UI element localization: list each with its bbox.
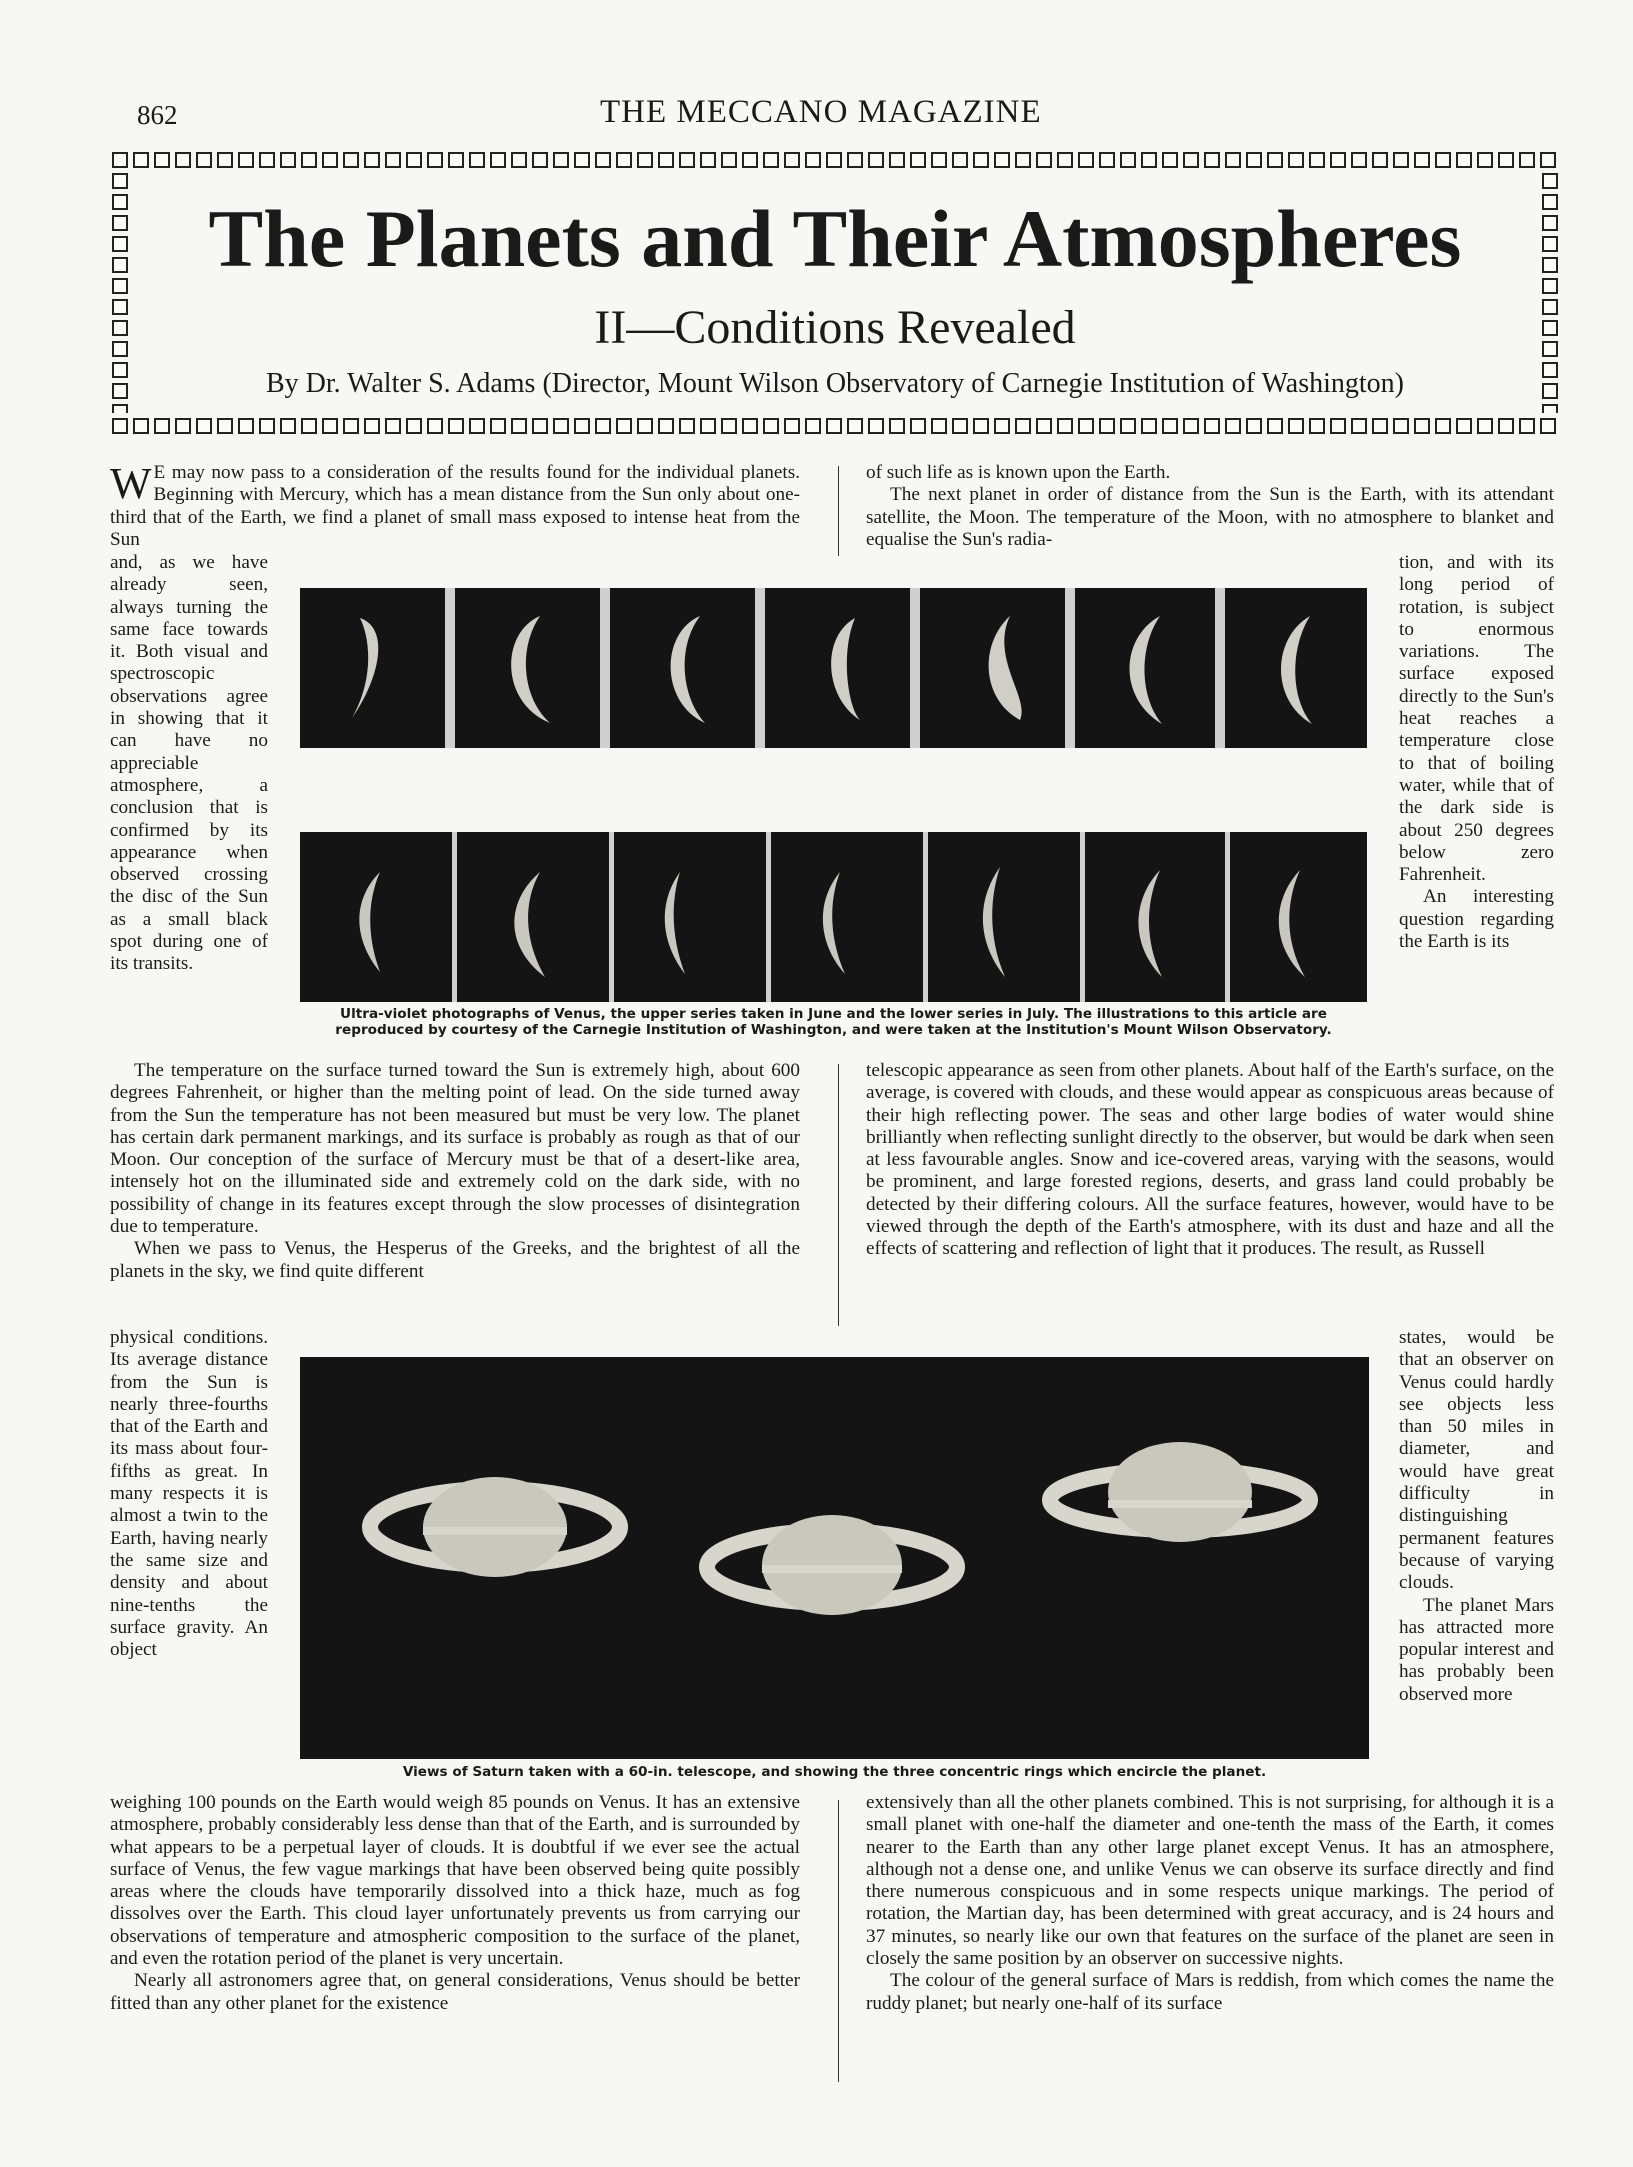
border-square <box>490 418 506 434</box>
border-square <box>280 152 296 168</box>
border-square <box>805 152 821 168</box>
border-square <box>763 152 779 168</box>
border-square <box>700 418 716 434</box>
border-square <box>952 418 968 434</box>
border-square <box>1542 404 1558 413</box>
paragraph: physical conditions. Its average distance from the Sun is nearly three-fourths that of the Earth and its mass about four-fifths as great. In many respects it is almost a twin to the Earth, having nearly the same size and density and about nine-tenths the surface gravity. An object <box>110 1327 268 1661</box>
border-square <box>784 152 800 168</box>
col1-mercury-body <box>110 1060 800 1283</box>
border-square <box>154 418 170 434</box>
border-square <box>238 152 254 168</box>
border-square <box>343 418 359 434</box>
border-square <box>1372 418 1388 434</box>
border-square <box>931 152 947 168</box>
border-square <box>658 152 674 168</box>
border-square <box>1288 418 1304 434</box>
column-rule <box>838 1800 839 2082</box>
paragraph: An interesting question regarding the Earth is its <box>1399 886 1554 953</box>
border-square <box>973 418 989 434</box>
col1-narrow-mercury <box>110 552 268 976</box>
border-square <box>427 418 443 434</box>
border-square <box>1015 418 1031 434</box>
border-square <box>259 418 275 434</box>
paragraph: The planet Mars has attracted more popular interest and has probably been observed more <box>1399 1594 1554 1705</box>
paragraph: The temperature on the surface turned toward the Sun is extremely high, about 600 degrees Fahrenheit, or higher than the melting point of lead. On the side turned away from the Sun the temperature has not been measured but must be very low. The planet has certain dark permanent markings, and its surface is probably as rough as that of our Moon. Our conception of the surface of Mercury must be that of a desert-like area, intensely hot on the illuminated side and extremely cold on the dark side, with no possibility of change in its features except through the slow processes of disintegration due to temperature. <box>110 1060 800 1238</box>
border-square <box>1015 152 1031 168</box>
border-square <box>1183 418 1199 434</box>
col2-top <box>866 462 1554 551</box>
border-square <box>994 418 1010 434</box>
border-square <box>1036 418 1052 434</box>
border-square <box>1477 152 1493 168</box>
border-square <box>889 152 905 168</box>
border-square <box>553 418 569 434</box>
border-square <box>1141 418 1157 434</box>
border-square <box>448 152 464 168</box>
col1-bottom <box>110 1792 800 2015</box>
paragraph: telescopic appearance as seen from other planets. About half of the Earth's surface, on the average, is covered with clouds, and these would appear as conspicuous areas because of their high reflecting power. The seas and other large bodies of water would shine brilliantly when reflecting sunlight directly to the observer, but would be dark when seen at less favourable angles. Snow and ice-covered areas, varying with the seasons, would be prominent, and large forested regions, deserts, and grass land could probably be detected by their differing colours. All the surface features, however, would have to be viewed through the depth of the Earth's atmosphere, with its dust and haze and all the effects of scattering and reflection of light that it produces. The result, as Russell <box>866 1060 1554 1260</box>
col2-bottom <box>866 1792 1554 2015</box>
paragraph: The next planet in order of distance from the Sun is the Earth, with its attendant satellite, the Moon. The temperature of the Moon, with no atmosphere to blanket and equalise the Sun's radia- <box>866 484 1554 550</box>
border-square <box>301 152 317 168</box>
title-border-bottom <box>112 418 1558 434</box>
border-square <box>364 152 380 168</box>
border-square <box>1435 418 1451 434</box>
border-square <box>889 418 905 434</box>
border-square <box>910 152 926 168</box>
border-square <box>1057 152 1073 168</box>
border-square <box>1288 152 1304 168</box>
border-square <box>1351 418 1367 434</box>
border-square <box>1078 418 1094 434</box>
saturn-views <box>300 1357 1369 1759</box>
border-square <box>616 418 632 434</box>
border-square <box>511 152 527 168</box>
border-square <box>1542 173 1558 189</box>
venus-june-frames <box>300 588 1367 748</box>
border-square <box>973 152 989 168</box>
article-byline: By Dr. Walter S. Adams (Director, Mount Wilson Observatory of Carnegie Institution of Washington) <box>266 368 1404 399</box>
article-subtitle: II—Conditions Revealed <box>594 301 1076 354</box>
col1-narrow-venus <box>110 1327 268 1661</box>
column-rule <box>838 466 839 556</box>
border-square <box>574 152 590 168</box>
border-square <box>1456 418 1472 434</box>
border-square <box>1540 152 1556 168</box>
border-square <box>1519 418 1535 434</box>
border-square <box>1372 152 1388 168</box>
title-box <box>112 152 1558 436</box>
border-square <box>742 152 758 168</box>
column-rule <box>838 1064 839 1326</box>
border-square <box>1309 152 1325 168</box>
paragraph: extensively than all the other planets combined. This is not surprising, for although it is a small planet with one-half the diameter and one-tenth the mass of the Earth, it comes nearer to the Earth than any other large planet except Venus. It has an atmosphere, although not a dense one, and unlike Venus we can observe its surface directly and find there numerous conspicuous and in some respects unique markings. The period of rotation, the Martian day, has been determined with great accuracy, and is 24 hours and 37 minutes, so nearly like our own that features on the surface of the planet are seen in closely the same position by an observer on successive nights. <box>866 1792 1554 1970</box>
col2-narrow-moon <box>1399 552 1554 953</box>
border-square <box>133 418 149 434</box>
border-square <box>1309 418 1325 434</box>
border-square <box>847 418 863 434</box>
border-square <box>679 418 695 434</box>
border-square <box>1204 152 1220 168</box>
border-square <box>658 418 674 434</box>
page-number: 862 <box>137 100 178 130</box>
paragraph: The colour of the general surface of Mars is reddish, from which comes the name the ruddy planet; but nearly one-half of its surface <box>866 1970 1554 2014</box>
border-square <box>511 418 527 434</box>
border-square <box>406 418 422 434</box>
col1-intro-text: E may now pass to a consideration of the results found for the individual planets. Beginning with Mercury, which has a mean distance from the Sun only about one-third that of the Earth, we find a planet of small mass exposed to intense heat from the Sun <box>110 462 800 550</box>
border-square <box>1267 152 1283 168</box>
border-square <box>1057 418 1073 434</box>
border-square <box>196 418 212 434</box>
border-square <box>637 418 653 434</box>
paragraph: states, would be that an observer on Venus could hardly see objects less than 50 miles in diameter, and would have great difficulty in distinguishing permanent features because of varying clouds. <box>1399 1327 1554 1594</box>
border-square <box>1099 418 1115 434</box>
border-square <box>280 418 296 434</box>
border-square <box>385 418 401 434</box>
paragraph: tion, and with its long period of rotation, is subject to enormous variations. The surface exposed directly to the Sun's heat reaches a temperature close to that of boiling water, while that of the dark side is about 250 degrees below zero Fahrenheit. <box>1399 552 1554 886</box>
border-square <box>112 404 128 413</box>
border-square <box>1120 152 1136 168</box>
border-square <box>490 152 506 168</box>
border-square <box>826 418 842 434</box>
border-square <box>322 418 338 434</box>
drop-cap: W <box>110 459 152 508</box>
border-square <box>238 418 254 434</box>
border-square <box>1036 152 1052 168</box>
border-square <box>217 152 233 168</box>
border-square <box>133 152 149 168</box>
border-square <box>1162 152 1178 168</box>
paragraph: When we pass to Venus, the Hesperus of the Greeks, and the brightest of all the planets in the sky, we find quite different <box>110 1238 800 1282</box>
border-square <box>1414 152 1430 168</box>
border-square <box>1078 152 1094 168</box>
col1-intro <box>110 459 800 551</box>
border-square <box>448 418 464 434</box>
border-square <box>637 152 653 168</box>
border-square <box>847 152 863 168</box>
border-square <box>1414 418 1430 434</box>
border-square <box>868 418 884 434</box>
border-square <box>868 152 884 168</box>
border-square <box>175 418 191 434</box>
border-square <box>532 152 548 168</box>
border-square <box>1330 152 1346 168</box>
border-square <box>1183 152 1199 168</box>
venus-july-photo-strip <box>300 832 1367 1002</box>
running-title: THE MECCANO MAGAZINE <box>600 94 1042 130</box>
border-square <box>721 152 737 168</box>
border-square <box>364 418 380 434</box>
col2-earth-body <box>866 1060 1554 1261</box>
border-square <box>1330 418 1346 434</box>
article-title: The Planets and Their Atmospheres <box>208 193 1462 284</box>
saturn-caption: Views of Saturn taken with a 60-in. telescope, and showing the three concentric rings which encircle the planet. <box>402 1764 1267 1780</box>
col2-narrow-earth <box>1399 1327 1554 1706</box>
border-square <box>595 418 611 434</box>
border-square <box>1204 418 1220 434</box>
border-square <box>1519 152 1535 168</box>
border-square <box>385 152 401 168</box>
border-square <box>1225 418 1241 434</box>
border-square <box>322 152 338 168</box>
border-square <box>427 152 443 168</box>
border-square <box>154 152 170 168</box>
border-square <box>196 152 212 168</box>
border-square <box>1351 152 1367 168</box>
border-square <box>763 418 779 434</box>
border-square <box>742 418 758 434</box>
paragraph: and, as we have already seen, always turning the same face towards it. Both visual and spectroscopic observations agree in showing that it can have no appreciable atmosphere, a conclusion that is confirmed by its appearance when observed crossing the disc of the Sun as a small black spot during one of its transits. <box>110 552 268 975</box>
border-square <box>1477 418 1493 434</box>
border-square <box>175 152 191 168</box>
border-square <box>259 152 275 168</box>
venus-july-frames <box>300 832 1367 1002</box>
title-border-top <box>112 152 1558 168</box>
border-square <box>1099 152 1115 168</box>
border-square <box>1540 418 1556 434</box>
paragraph: Nearly all astronomers agree that, on general considerations, Venus should be better fitted than any other planet for the existence <box>110 1970 800 2014</box>
border-square <box>1498 152 1514 168</box>
border-square <box>1141 152 1157 168</box>
border-square <box>1246 418 1262 434</box>
border-square <box>1498 418 1514 434</box>
border-square <box>217 418 233 434</box>
border-square <box>112 152 128 168</box>
border-square <box>301 418 317 434</box>
border-square <box>1435 152 1451 168</box>
border-square <box>574 418 590 434</box>
border-square <box>1120 418 1136 434</box>
border-square <box>784 418 800 434</box>
border-square <box>406 152 422 168</box>
border-square <box>595 152 611 168</box>
border-square <box>469 418 485 434</box>
border-square <box>910 418 926 434</box>
venus-june-photo-strip <box>300 588 1367 748</box>
border-square <box>616 152 632 168</box>
border-square <box>1246 152 1262 168</box>
border-square <box>1225 152 1241 168</box>
border-square <box>679 152 695 168</box>
border-square <box>112 173 128 189</box>
border-square <box>1456 152 1472 168</box>
border-square <box>931 418 947 434</box>
border-square <box>700 152 716 168</box>
border-square <box>343 152 359 168</box>
border-square <box>1162 418 1178 434</box>
border-square <box>721 418 737 434</box>
border-square <box>805 418 821 434</box>
border-square <box>994 152 1010 168</box>
border-square <box>532 418 548 434</box>
venus-caption: Ultra-violet photographs of Venus, the upper series taken in June and the lower series in July. The illustrations to this article are reproduced by courtesy of the Carnegie Institution of Washington, and were taken at the Institution's Mount Wilson Observatory. <box>335 1006 1332 1038</box>
border-square <box>1267 418 1283 434</box>
border-square <box>1393 418 1409 434</box>
border-square <box>952 152 968 168</box>
paragraph: weighing 100 pounds on the Earth would weigh 85 pounds on Venus. It has an extensive atmosphere, probably considerably less dense than that of the Earth, and is surrounded by what appears to be a perpetual layer of clouds. It is doubtful if we ever see the actual surface of Venus, the few vague markings that have been observed being quite possibly areas where the clouds have temporarily dissolved into a thick haze, much as fog dissolves over the Earth. This cloud layer unfortunately prevents us from carrying our observations of temperature and atmospheric composition to the surface of the planet, and even the rotation period of the planet is very uncertain. <box>110 1792 800 1970</box>
border-square <box>826 152 842 168</box>
border-square <box>1393 152 1409 168</box>
border-square <box>553 152 569 168</box>
border-square <box>469 152 485 168</box>
saturn-photo <box>300 1357 1369 1759</box>
paragraph: of such life as is known upon the Earth. <box>866 462 1171 483</box>
border-square <box>112 418 128 434</box>
